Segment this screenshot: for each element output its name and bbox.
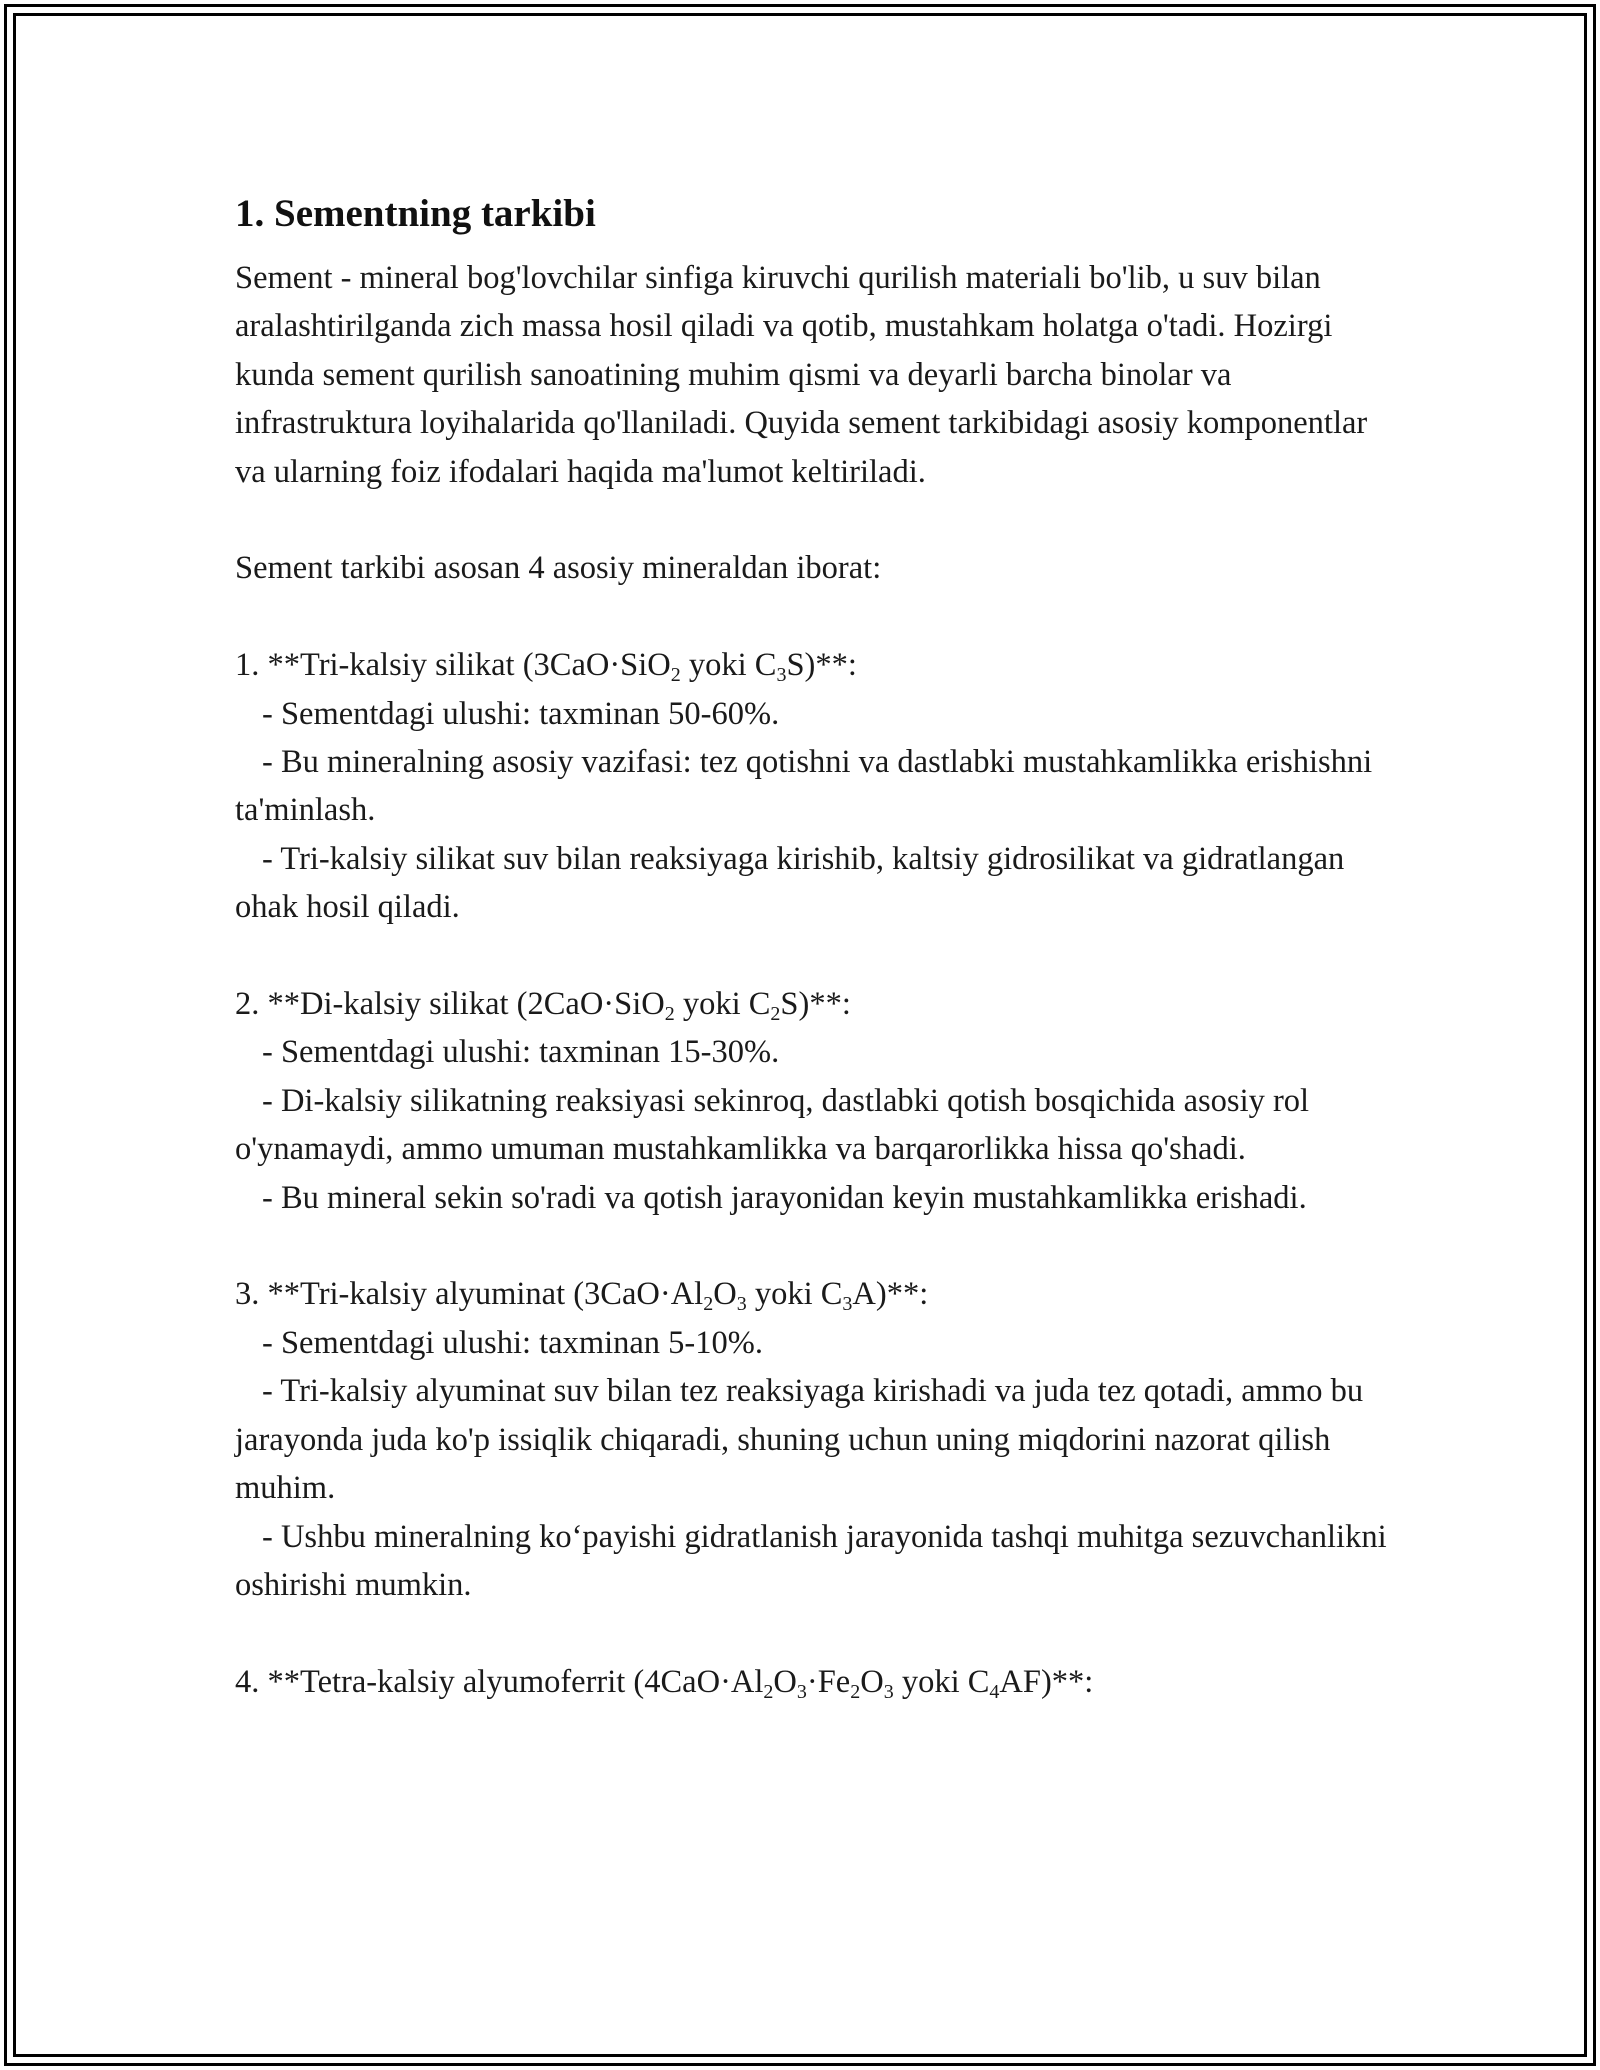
spacer [235, 932, 1395, 980]
spacer [235, 1609, 1395, 1657]
subscript: 2 [703, 1293, 714, 1316]
subscript: 2 [850, 1680, 861, 1703]
subscript: 3 [776, 664, 787, 687]
title-text: 2. **Di-kalsiy silikat (2CaO·SiO [235, 986, 665, 1023]
subscript: 2 [770, 1003, 781, 1026]
title-text: S)**: [786, 647, 857, 684]
subscript: 2 [763, 1680, 774, 1703]
title-text: A)**: [852, 1276, 929, 1313]
list-bullet: - Sementdagi ulushi: taxminan 5-10%. [262, 1324, 763, 1361]
subscript: 3 [883, 1680, 894, 1703]
list-bullet: - Tri-kalsiy silikat suv bilan reaksiyaga kirishib, kaltsiy gidrosilikat va gidratlangan ohak hosil qiladi. [235, 840, 1353, 926]
list-bullet: - Sementdagi ulushi: taxminan 15-30%. [262, 1034, 780, 1071]
title-text: yoki C [680, 647, 777, 684]
title-text: yoki C [746, 1276, 843, 1313]
spacer [235, 496, 1395, 544]
intro-paragraph: Sement - mineral bog'lovchilar sinfiga kiruvchi qurilish materiali bo'lib, u suv bilan aralashtirilganda zich massa hosil qiladi va qotib, mustahkam holatga o'tadi. Hozirgi kunda sement qurilish sanoatining muhim qismi va deyarli barcha binolar va infrastruktura loyihalarida qo'llaniladi. Quyida sement tarkibidagi asosiy komponentlar va ularning foiz ifodalari haqida ma'lumot keltiriladi. [235, 260, 1376, 490]
list-bullet: - Tri-kalsiy alyuminat suv bilan tez reaksiyaga kirishadi va juda tez qotadi, ammo bu jarayonda juda ko'p issiqlik chiqaradi, shuning uchun uning miqdorini nazorat qilish muhim. [235, 1373, 1372, 1507]
list-item-title [235, 641, 1395, 689]
lead-paragraph: Sement tarkibi asosan 4 asosiy mineraldan iborat: [235, 550, 882, 587]
title-text: S)**: [780, 986, 851, 1023]
title-text: O [713, 1276, 737, 1313]
title-text: 4. **Tetra-kalsiy alyumoferrit (4CaO·Al [235, 1663, 764, 1700]
list-bullet: - Bu mineralning asosiy vazifasi: tez qotishni va dastlabki mustahkamlikka erishishni ta'minlash. [235, 744, 1381, 829]
subscript: 4 [989, 1680, 1000, 1703]
list-bullet: - Di-kalsiy silikatning reaksiyasi sekinroq, dastlabki qotish bosqichida asosiy rol o'ynamaydi, ammo umuman mustahkamlikka va barqarorlikka hissa qo'shadi. [235, 1082, 1318, 1168]
title-text: yoki C [893, 1663, 990, 1700]
subscript: 2 [670, 664, 681, 687]
subscript: 2 [664, 1003, 675, 1026]
list-item-title [235, 980, 1395, 1028]
section-heading: 1. Sementning tarkibi [235, 192, 596, 235]
title-text: AF)**: [999, 1663, 1094, 1700]
title-text: O [773, 1663, 797, 1700]
subscript: 3 [842, 1293, 853, 1316]
title-text: 3. **Tri-kalsiy alyuminat (3CaO·Al [235, 1276, 704, 1313]
list-item-title [235, 1658, 1395, 1706]
spacer [235, 1222, 1395, 1270]
spacer [235, 593, 1395, 641]
title-text: yoki C [674, 986, 771, 1023]
list-bullet: - Bu mineral sekin so'radi va qotish jarayonidan keyin mustahkamlikka erishadi. [262, 1179, 1307, 1216]
title-text: O [860, 1663, 884, 1700]
document-body [235, 186, 1395, 1706]
title-text: ·Fe [806, 1663, 851, 1700]
title-text: 1. **Tri-kalsiy silikat (3CaO·SiO [235, 647, 671, 684]
list-bullet: - Ushbu mineralning ko‘payishi gidratlanish jarayonida tashqi muhitga sezuvchanlikni oshirishi mumkin. [235, 1518, 1395, 1603]
subscript: 3 [736, 1293, 747, 1316]
list-bullet: - Sementdagi ulushi: taxminan 50-60%. [262, 695, 780, 732]
subscript: 3 [796, 1680, 807, 1703]
list-item-title [235, 1270, 1395, 1318]
